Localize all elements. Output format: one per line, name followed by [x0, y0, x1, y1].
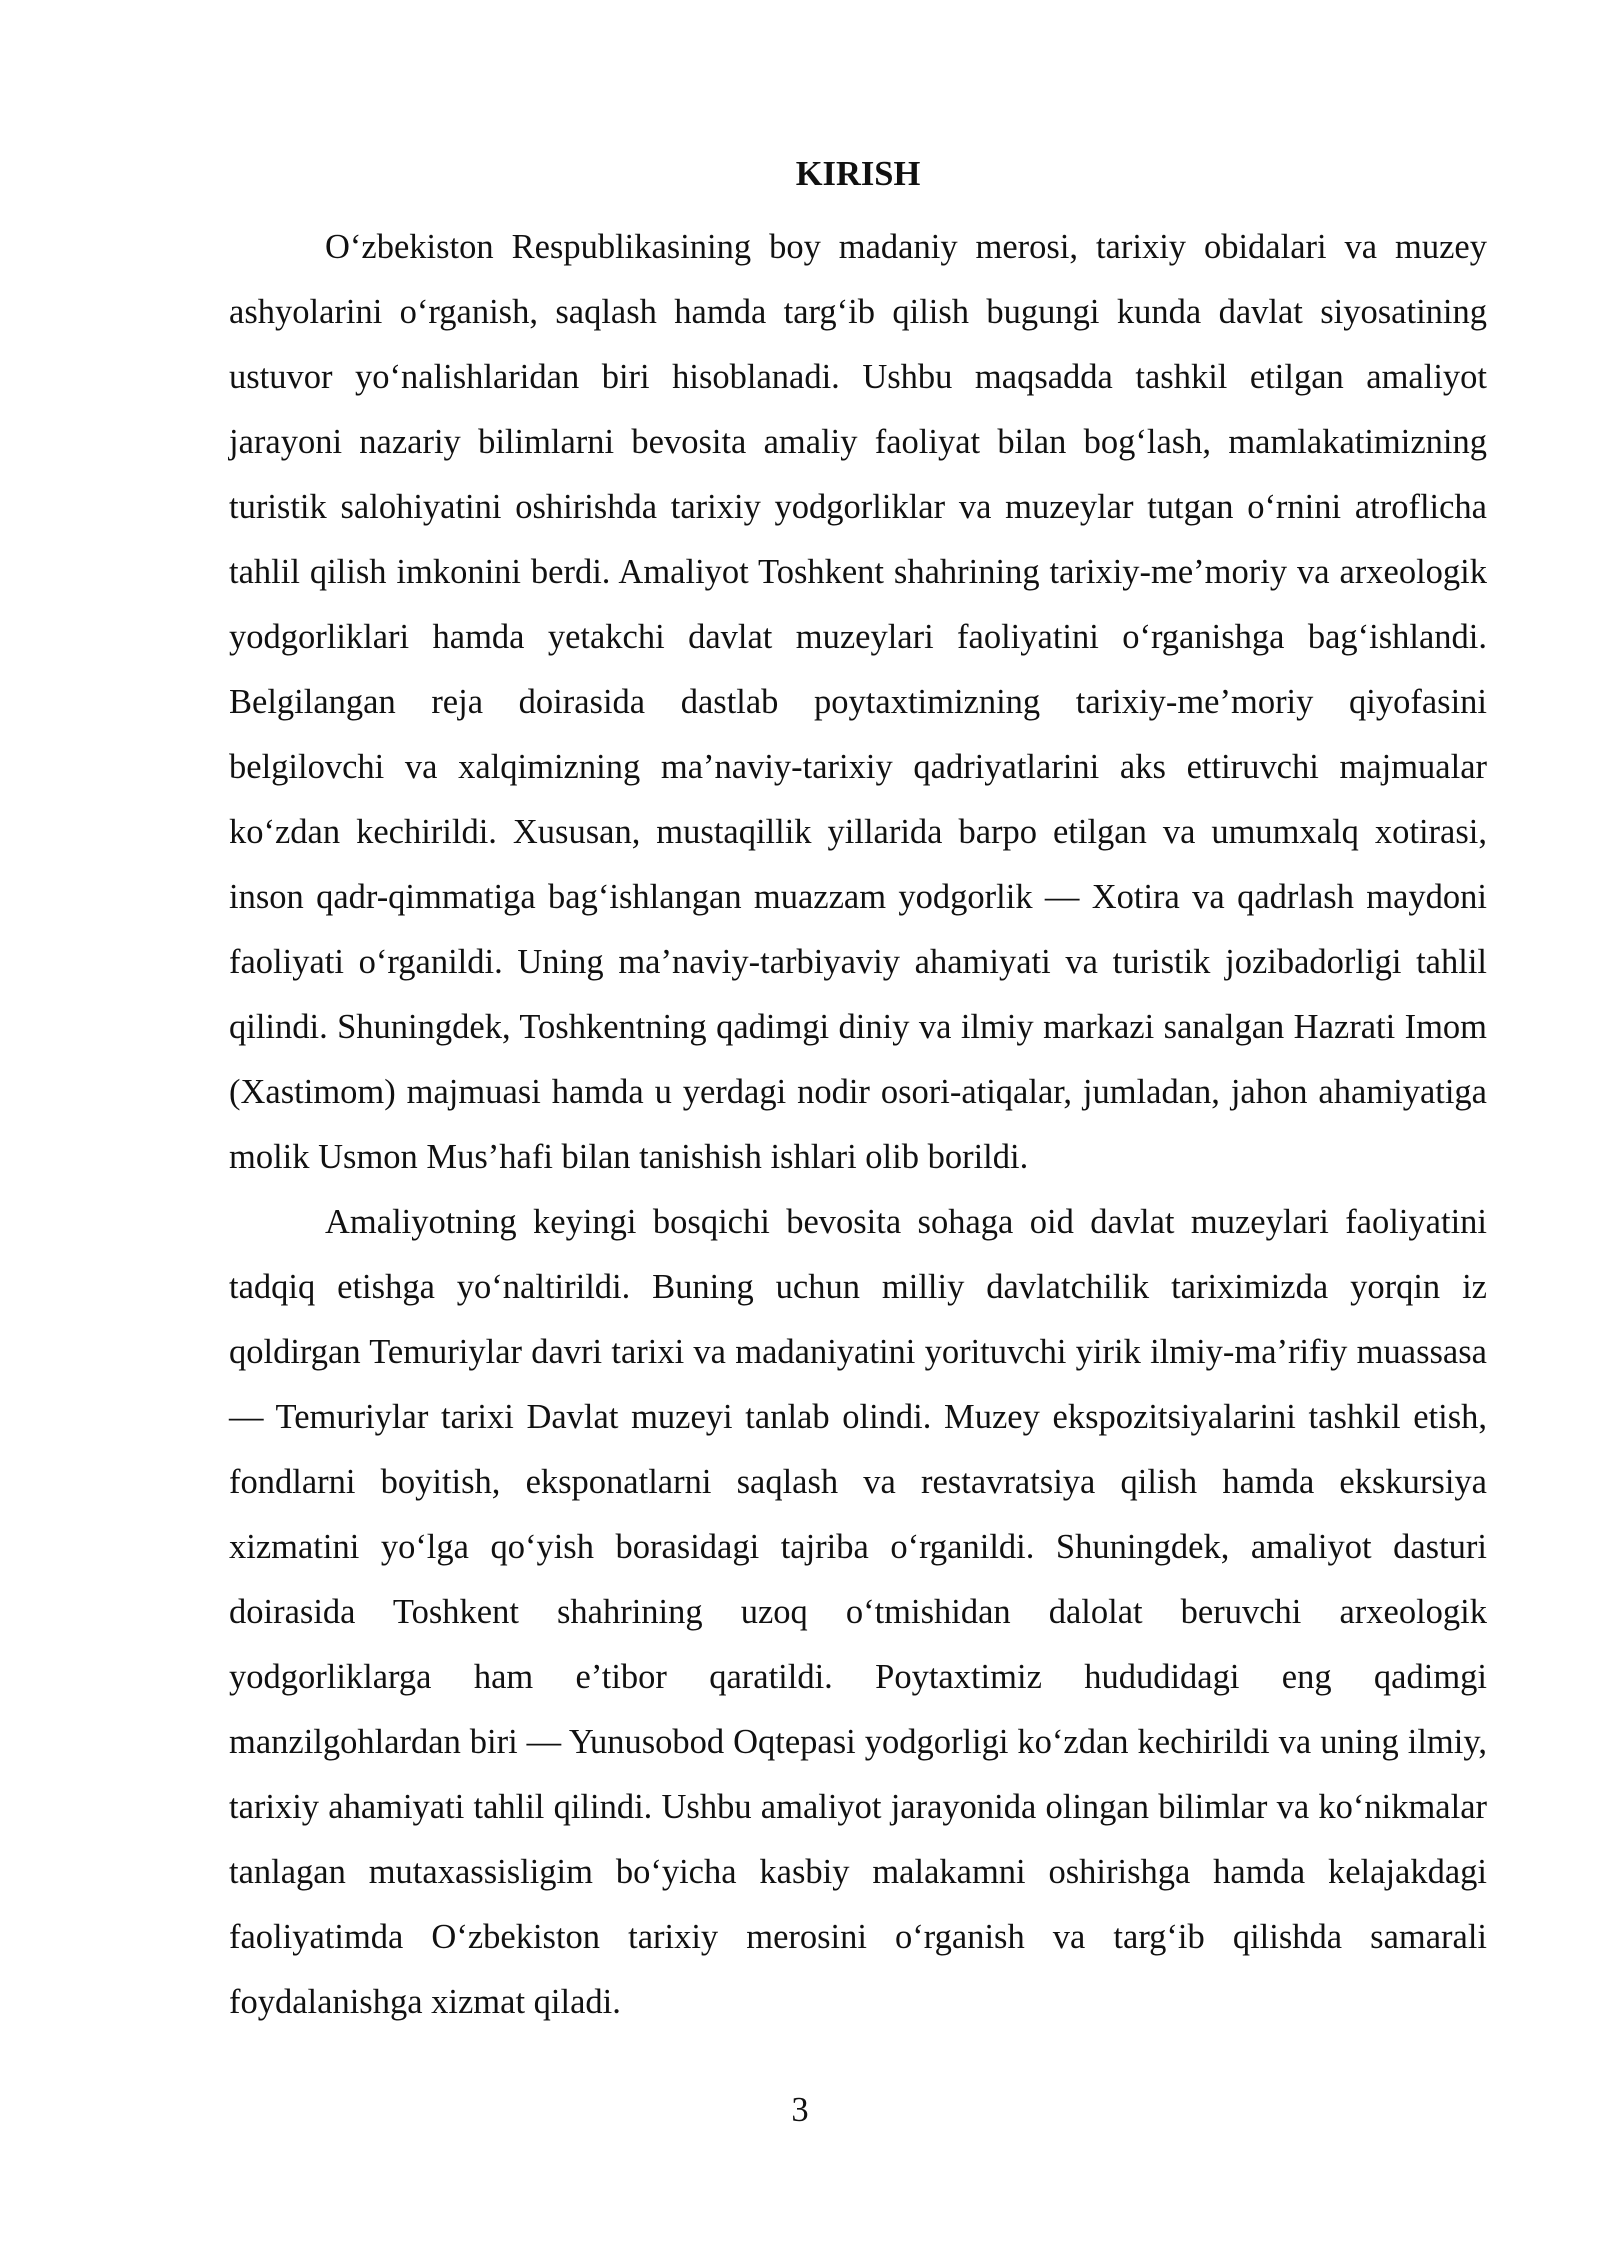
page-number: 3	[791, 2091, 809, 2129]
paragraph-1: O‘zbekiston Respublikasining boy madaniy merosi, tarixiy obidalari va muzey ashyolarini o‘rganish, saqlash hamda targ‘ib qilish bugungi kunda davlat siyosatining ustuvor yo‘nalishlaridan biri hisoblanadi. Ushbu maqsadda tashkil etilgan amaliyot jarayoni nazariy bilimlarni bevosita amaliy faoliyat bilan bog‘lash, mamlakatimizning turistik salohiyatini oshirishda tarixiy yodgorliklar va muzeylar tutgan o‘rnini atroflicha tahlil qilish imkonini berdi. Amaliyot Toshkent shahrining tarixiy-me’moriy va arxeologik yodgorliklari hamda yetakchi davlat muzeylari faoliyatini o‘rganishga bag‘ishlandi. Belgilangan reja doirasida dastlab poytaxtimizning tarixiy-me’moriy qiyofasini belgilovchi va xalqimizning ma’naviy-tarixiy qadriyatlarini aks ettiruvchi majmualar ko‘zdan kechirildi. Xususan, mustaqillik yillarida barpo etilgan va umumxalq xotirasi, inson qadr-qimmatiga bag‘ishlangan muazzam yodgorlik — Xotira va qadrlash maydoni faoliyati o‘rganildi. Uning ma’naviy-tarbiyaviy ahamiyati va turistik jozibadorligi tahlil qilindi. Shuningdek, Toshkentning qadimgi diniy va ilmiy markazi sanalgan Hazrati Imom (Xastimom) majmuasi hamda u yerdagi nodir osori-atiqalar, jumladan, jahon ahamiyatiga molik Usmon Mus’hafi bilan tanishish ishlari olib borildi.	[229, 228, 1487, 1176]
document-body	[229, 150, 1487, 2035]
paragraph-2: Amaliyotning keyingi bosqichi bevosita sohaga oid davlat muzeylari faoliyatini tadqiq etishga yo‘naltirildi. Buning uchun milliy davlatchilik tariximizda yorqin iz qoldirgan Temuriylar davri tarixi va madaniyatini yorituvchi yirik ilmiy-ma’rifiy muassasa — Temuriylar tarixi Davlat muzeyi tanlab olindi. Muzey ekspozitsiyalarini tashkil etish, fondlarni boyitish, eksponatlarni saqlash va restavratsiya qilish hamda ekskursiya xizmatini yo‘lga qo‘yish borasidagi tajriba o‘rganildi. Shuningdek, amaliyot dasturi doirasida Toshkent shahrining uzoq o‘tmishidan dalolat beruvchi arxeologik yodgorliklarga ham e’tibor qaratildi. Poytaxtimiz hududidagi eng qadimgi manzilgohlardan biri — Yunusobod Oqtepasi yodgorligi ko‘zdan kechirildi va uning ilmiy, tarixiy ahamiyati tahlil qilindi. Ushbu amaliyot jarayonida olingan bilimlar va ko‘nikmalar tanlagan mutaxassisligim bo‘yicha kasbiy malakamni oshirishga hamda kelajakdagi faoliyatimda O‘zbekiston tarixiy merosini o‘rganish va targ‘ib qilishda samarali foydalanishga xizmat qiladi.	[229, 1203, 1487, 2021]
section-title: KIRISH	[795, 155, 921, 193]
